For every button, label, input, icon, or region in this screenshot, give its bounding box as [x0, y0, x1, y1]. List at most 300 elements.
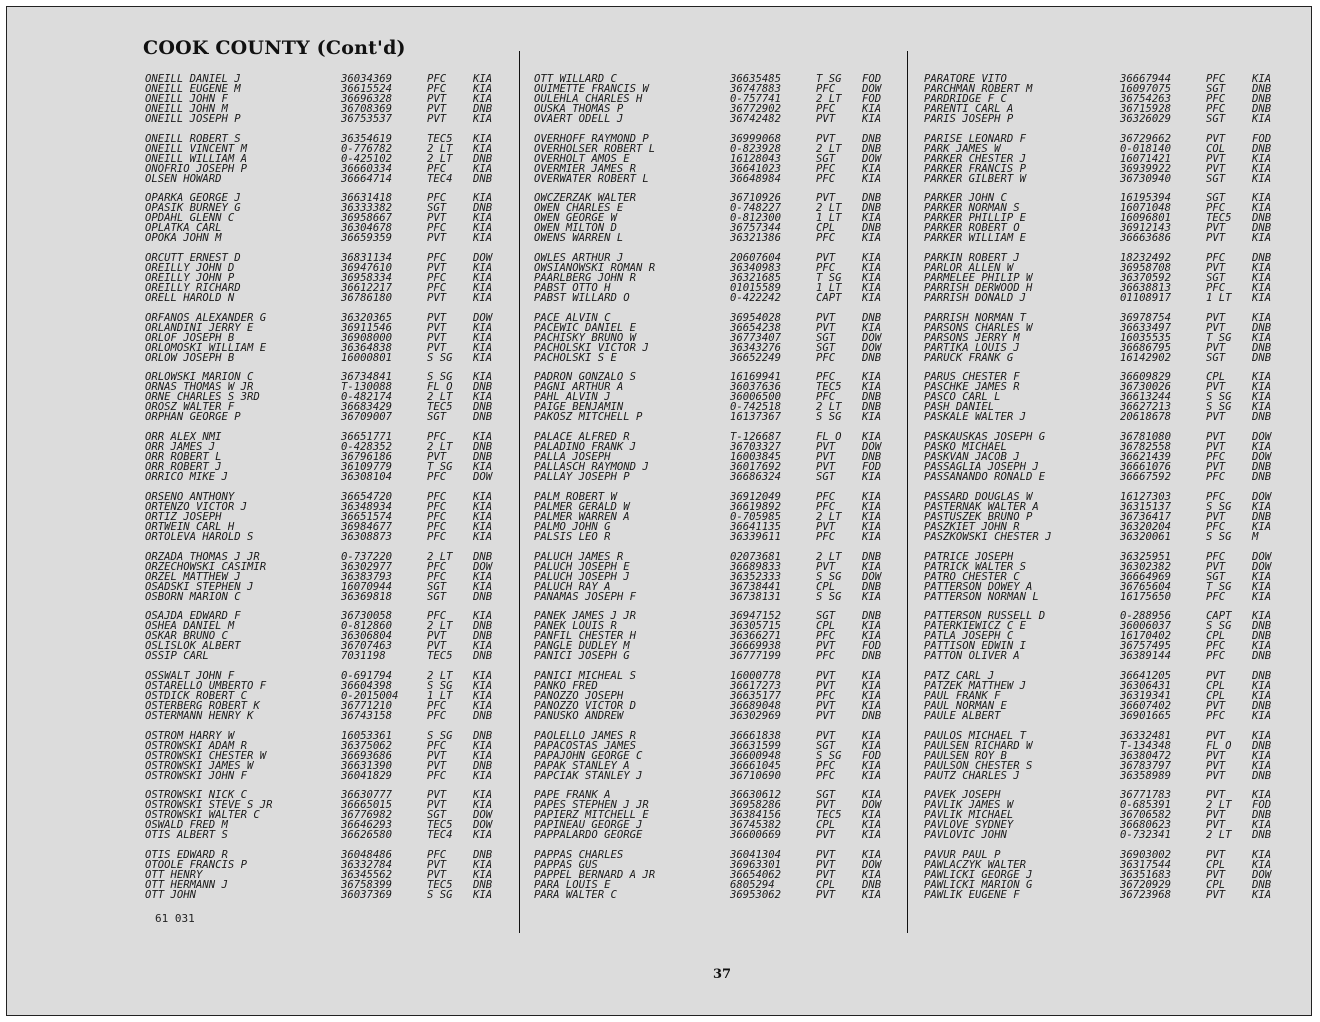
- serial-number: 36612217: [341, 282, 393, 295]
- status: KIA: [1252, 331, 1272, 344]
- rank: FL O: [1206, 739, 1232, 752]
- serial-number: 36037636: [730, 381, 782, 394]
- serial-number: 36958708: [1120, 262, 1172, 275]
- status: KIA: [862, 560, 882, 573]
- status: KIA: [473, 212, 493, 225]
- roster-group: [534, 790, 904, 850]
- rank: SGT: [427, 580, 447, 593]
- serial-number: 36317544: [1120, 858, 1172, 871]
- soldier-name: PAVEK JOSEPH: [924, 789, 1001, 802]
- soldier-name: OTOOLE FRANCIS P: [145, 858, 248, 871]
- status: KIA: [1252, 441, 1272, 454]
- soldier-name: ORR ALEX NMI: [145, 431, 222, 444]
- roster-row: [145, 651, 515, 661]
- serial-number: T-130088: [341, 381, 393, 394]
- roster-row: [534, 412, 904, 422]
- serial-number: 36635177: [730, 689, 782, 702]
- roster-group: [534, 552, 904, 612]
- status: FOD: [862, 461, 882, 474]
- rank: PFC: [1206, 252, 1226, 265]
- rank: PVT: [1206, 411, 1226, 424]
- serial-number: 36747883: [730, 83, 782, 95]
- rank: PVT: [816, 520, 836, 533]
- soldier-name: OUIMETTE FRANCIS W: [534, 83, 649, 95]
- serial-number: 36345562: [341, 868, 393, 881]
- serial-number: 36667592: [1120, 471, 1172, 484]
- rank: PFC: [816, 530, 836, 543]
- serial-number: 36939922: [1120, 162, 1172, 175]
- rank: PVT: [816, 699, 836, 712]
- column-divider-2: [907, 51, 908, 933]
- rank: SGT: [427, 590, 447, 603]
- soldier-name: PACHOLSKI S E: [534, 351, 617, 364]
- serial-number: 36796186: [341, 451, 393, 464]
- roster-group: [534, 731, 904, 791]
- status: DOW: [1252, 451, 1272, 464]
- rank: PVT: [427, 292, 447, 305]
- serial-number: 36315137: [1120, 500, 1172, 513]
- serial-number: 36017692: [730, 461, 782, 474]
- soldier-name: PAVLOVE SYDNEY: [924, 819, 1014, 832]
- rank: PFC: [427, 570, 447, 583]
- soldier-name: PARMELEE PHILIP W: [924, 272, 1033, 285]
- status: KIA: [473, 461, 493, 474]
- status: KIA: [473, 888, 493, 901]
- roster-row: [924, 353, 1294, 363]
- rank: PFC: [1206, 103, 1226, 115]
- soldier-name: PARA WALTER C: [534, 888, 617, 901]
- serial-number: 36364838: [341, 341, 393, 354]
- serial-number: 36308873: [341, 530, 393, 543]
- serial-number: 36730026: [1120, 381, 1172, 394]
- roster-row: [534, 174, 904, 184]
- soldier-name: PANICI JOSEPH G: [534, 650, 630, 663]
- serial-number: 36723968: [1120, 888, 1172, 901]
- soldier-name: OSBORN MARION C: [145, 590, 241, 603]
- rank: PVT: [427, 232, 447, 245]
- status: KIA: [473, 292, 493, 305]
- status: KIA: [1252, 709, 1272, 722]
- soldier-name: OSSWALT JOHN F: [145, 669, 235, 682]
- rank: PFC: [1206, 73, 1226, 85]
- rank: PVT: [427, 113, 447, 125]
- roster-group: [924, 432, 1294, 492]
- page-title: COOK COUNTY (Cont'd): [143, 37, 406, 59]
- roster-row: [145, 293, 515, 303]
- soldier-name: PAPPEL BERNARD A JR: [534, 868, 656, 881]
- soldier-name: ORLANDINI JERRY E: [145, 321, 254, 334]
- soldier-name: OULEHLA CHARLES H: [534, 93, 643, 105]
- status: KIA: [473, 73, 493, 85]
- rank: TEC5: [1206, 212, 1232, 225]
- rank: PFC: [427, 222, 447, 235]
- rank: PFC: [1206, 709, 1226, 722]
- rank: PVT: [1206, 888, 1226, 901]
- serial-number: 36609829: [1120, 371, 1172, 384]
- status: KIA: [1252, 162, 1272, 175]
- serial-number: 36006500: [730, 391, 782, 404]
- soldier-name: PAHL ALVIN J: [534, 391, 611, 404]
- status: KIA: [1252, 689, 1272, 702]
- status: KIA: [473, 83, 493, 95]
- soldier-name: PAARLBERG JOHN R: [534, 272, 637, 285]
- serial-number: 0-705985: [730, 510, 782, 523]
- soldier-name: PATTERSON NORMAN L: [924, 590, 1039, 603]
- soldier-name: PASCO CARL L: [924, 391, 1001, 404]
- status: KIA: [1252, 292, 1272, 305]
- roster-row: [924, 174, 1294, 184]
- status: KIA: [473, 162, 493, 175]
- soldier-name: ONEILL EUGENE M: [145, 83, 241, 95]
- serial-number: 36302977: [341, 560, 393, 573]
- rank: TEC4: [427, 172, 453, 185]
- soldier-name: OTT HENRY: [145, 868, 203, 881]
- status: KIA: [473, 789, 493, 802]
- serial-number: 36641205: [1120, 669, 1172, 682]
- status: KIA: [862, 669, 882, 682]
- status: KIA: [862, 829, 882, 842]
- soldier-name: OREILLY JOHN P: [145, 272, 235, 285]
- serial-number: 02073681: [730, 550, 782, 563]
- serial-number: 36667944: [1120, 73, 1172, 85]
- status: KIA: [473, 331, 493, 344]
- serial-number: 0-691794: [341, 669, 393, 682]
- rank: 1 LT: [816, 212, 842, 225]
- serial-number: 36646293: [341, 819, 393, 832]
- rank: S SG: [427, 371, 453, 384]
- serial-number: 16000801: [341, 351, 393, 364]
- serial-number: 36348934: [341, 500, 393, 513]
- status: DOW: [1252, 550, 1272, 563]
- rank: PFC: [427, 282, 447, 295]
- rank: SGT: [427, 202, 447, 215]
- rank: PVT: [1206, 819, 1226, 832]
- roster-row: [534, 651, 904, 661]
- status: KIA: [862, 590, 882, 603]
- soldier-name: PARKER WILLIAM E: [924, 232, 1027, 245]
- status: KIA: [1252, 113, 1272, 125]
- serial-number: 36743158: [341, 709, 393, 722]
- rank: PVT: [427, 262, 447, 275]
- soldier-name: PARKER ROBERT O: [924, 222, 1020, 235]
- roster-group: [145, 492, 515, 552]
- status: DNB: [1252, 461, 1272, 474]
- serial-number: 36669938: [730, 640, 782, 653]
- status: DNB: [1252, 630, 1272, 643]
- soldier-name: ORLOMOSKI WILLIAM E: [145, 341, 267, 354]
- status: FOD: [862, 640, 882, 653]
- status: KIA: [473, 371, 493, 384]
- soldier-name: PANKO FRED: [534, 679, 598, 692]
- rank: CPL: [1206, 858, 1226, 871]
- status: KIA: [473, 192, 493, 205]
- rank: PVT: [1206, 162, 1226, 175]
- soldier-name: PATZ CARL J: [924, 669, 995, 682]
- roster-row: [924, 592, 1294, 602]
- soldier-name: OSSIP CARL: [145, 650, 209, 663]
- serial-number: 36963301: [730, 858, 782, 871]
- status: KIA: [862, 809, 882, 822]
- serial-number: 16128043: [730, 152, 782, 165]
- soldier-name: PAIGE BENJAMIN: [534, 401, 624, 414]
- status: KIA: [473, 679, 493, 692]
- serial-number: 36831134: [341, 252, 393, 265]
- serial-number: 36777199: [730, 650, 782, 663]
- rank: PVT: [1206, 699, 1226, 712]
- rank: PVT: [1206, 560, 1226, 573]
- serial-number: 16142902: [1120, 351, 1172, 364]
- status: DOW: [473, 819, 493, 832]
- status: DNB: [1252, 878, 1272, 891]
- status: M: [1252, 530, 1259, 543]
- serial-number: 36683429: [341, 401, 393, 414]
- roster-row: [924, 532, 1294, 542]
- soldier-name: OWENS WARREN L: [534, 232, 624, 245]
- serial-number: 36709007: [341, 411, 393, 424]
- status: DNB: [1252, 321, 1272, 334]
- soldier-name: PATLA JOSEPH C: [924, 630, 1014, 643]
- soldier-name: PATTERSON DOWEY A: [924, 580, 1033, 593]
- status: KIA: [862, 848, 882, 861]
- status: DNB: [473, 590, 493, 603]
- soldier-name: PALUCH JOSEPH E: [534, 560, 630, 573]
- status: KIA: [473, 570, 493, 583]
- soldier-name: OREILLY RICHARD: [145, 282, 241, 295]
- status: KIA: [473, 351, 493, 364]
- soldier-name: PASKAUSKAS JOSEPH G: [924, 431, 1046, 444]
- status: DNB: [1252, 93, 1272, 105]
- status: KIA: [473, 500, 493, 513]
- soldier-name: ONEILL JOSEPH P: [145, 113, 241, 125]
- rank: S SG: [427, 679, 453, 692]
- soldier-name: PAULSEN ROY B: [924, 749, 1007, 762]
- status: KIA: [473, 232, 493, 245]
- soldier-name: PAPINEAU GEORGE J: [534, 819, 643, 832]
- roster-group: [924, 253, 1294, 313]
- serial-number: 16175650: [1120, 590, 1172, 603]
- status: DNB: [1252, 471, 1272, 484]
- serial-number: 0-288956: [1120, 610, 1172, 623]
- soldier-name: PALMER WARREN A: [534, 510, 630, 523]
- status: DNB: [473, 451, 493, 464]
- soldier-name: PALM ROBERT W: [534, 490, 617, 503]
- soldier-name: PARA LOUIS E: [534, 878, 611, 891]
- rank: SGT: [1206, 83, 1226, 95]
- soldier-name: ORZEL MATTHEW J: [145, 570, 241, 583]
- rank: PFC: [427, 769, 447, 782]
- status: DNB: [473, 411, 493, 424]
- roster-group: [145, 790, 515, 850]
- serial-number: 36041829: [341, 769, 393, 782]
- status: KIA: [1252, 152, 1272, 165]
- rank: PFC: [427, 500, 447, 513]
- soldier-name: PATZEK MATTHEW J: [924, 679, 1027, 692]
- serial-number: 36742482: [730, 113, 782, 125]
- rank: PFC: [816, 391, 836, 404]
- rank: S SG: [427, 888, 453, 901]
- serial-number: 0-428352: [341, 441, 393, 454]
- soldier-name: PANOZZO VICTOR D: [534, 699, 637, 712]
- soldier-name: ORSENO ANTHONY: [145, 490, 235, 503]
- serial-number: 36600948: [730, 749, 782, 762]
- soldier-name: OSKAR BRUNO C: [145, 630, 228, 643]
- page-number: 37: [713, 967, 732, 982]
- soldier-name: PALLAY JOSEPH P: [534, 471, 630, 484]
- roster-group: [924, 492, 1294, 552]
- status: KIA: [473, 262, 493, 275]
- status: KIA: [473, 272, 493, 285]
- serial-number: 36621439: [1120, 451, 1172, 464]
- rank: PVT: [816, 799, 836, 812]
- soldier-name: PARISE LEONARD F: [924, 132, 1027, 145]
- rank: 2 LT: [427, 391, 453, 404]
- soldier-name: PARLOR ALLEN W: [924, 262, 1014, 275]
- roster-group: [534, 253, 904, 313]
- rank: CPL: [1206, 630, 1226, 643]
- soldier-name: OWSIANOWSKI ROMAN R: [534, 262, 656, 275]
- serial-number: 36715928: [1120, 103, 1172, 115]
- rank: S SG: [816, 590, 842, 603]
- serial-number: 36661076: [1120, 461, 1172, 474]
- status: KIA: [862, 212, 882, 225]
- status: KIA: [862, 520, 882, 533]
- rank: PFC: [427, 709, 447, 722]
- serial-number: 36380472: [1120, 749, 1172, 762]
- rank: PFC: [816, 769, 836, 782]
- soldier-name: PATTON OLIVER A: [924, 650, 1020, 663]
- roster-group: [145, 671, 515, 731]
- status: DNB: [473, 381, 493, 394]
- soldier-name: OWEN GEORGE W: [534, 212, 617, 225]
- serial-number: 36654062: [730, 868, 782, 881]
- status: KIA: [862, 689, 882, 702]
- serial-number: 36615524: [341, 83, 393, 95]
- rank: PFC: [1206, 202, 1226, 215]
- status: KIA: [1252, 759, 1272, 772]
- soldier-name: OROSZ WALTER F: [145, 401, 235, 414]
- rank: PFC: [1206, 282, 1226, 295]
- rank: PVT: [1206, 132, 1226, 145]
- rank: PFC: [816, 162, 836, 175]
- serial-number: T-134348: [1120, 739, 1172, 752]
- rank: SGT: [1206, 113, 1226, 125]
- rank: PFC: [816, 689, 836, 702]
- soldier-name: PAUL FRANK F: [924, 689, 1001, 702]
- status: DNB: [1252, 620, 1272, 633]
- soldier-name: OSLISLOK ALBERT: [145, 640, 241, 653]
- rank: PFC: [1206, 640, 1226, 653]
- rank: PVT: [816, 560, 836, 573]
- soldier-name: OSWALD FRED M: [145, 819, 228, 832]
- status: KIA: [1252, 570, 1272, 583]
- rank: PFC: [1206, 451, 1226, 464]
- rank: PVT: [816, 888, 836, 901]
- soldier-name: PARDRIDGE F C: [924, 93, 1007, 105]
- status: DNB: [473, 630, 493, 643]
- status: DNB: [473, 550, 493, 563]
- serial-number: 20607604: [730, 252, 782, 265]
- serial-number: 36664969: [1120, 570, 1172, 583]
- soldier-name: PARSONS JERRY M: [924, 331, 1020, 344]
- serial-number: 36999068: [730, 132, 782, 145]
- status: DNB: [473, 172, 493, 185]
- rank: PFC: [427, 83, 447, 95]
- serial-number: 36343276: [730, 341, 782, 354]
- roster-group: [145, 731, 515, 791]
- serial-number: 16170402: [1120, 630, 1172, 643]
- rank: S SG: [816, 570, 842, 583]
- serial-number: 36332481: [1120, 729, 1172, 742]
- roster-row: [924, 233, 1294, 243]
- status: KIA: [862, 172, 882, 185]
- status: KIA: [862, 411, 882, 424]
- serial-number: 16071048: [1120, 202, 1172, 215]
- serial-number: 36984677: [341, 520, 393, 533]
- rank: PFC: [427, 490, 447, 503]
- roster-row: [534, 293, 904, 303]
- status: FOD: [1252, 799, 1272, 812]
- soldier-name: ORCUTT ERNEST D: [145, 252, 241, 265]
- status: DNB: [473, 202, 493, 215]
- rank: 2 LT: [427, 152, 453, 165]
- soldier-name: PASSAGLIA JOSEPH J: [924, 461, 1039, 474]
- serial-number: 36352333: [730, 570, 782, 583]
- soldier-name: PARSONS CHARLES W: [924, 321, 1033, 334]
- soldier-name: OPLATKA CARL: [145, 222, 222, 235]
- roster-group: [924, 790, 1294, 850]
- status: FOD: [862, 73, 882, 85]
- status: KIA: [473, 749, 493, 762]
- serial-number: 36730940: [1120, 172, 1172, 185]
- soldier-name: OVERHOLSER ROBERT L: [534, 142, 656, 155]
- soldier-name: OWLES ARTHUR J: [534, 252, 624, 265]
- status: DOW: [1252, 490, 1272, 503]
- status: DNB: [1252, 411, 1272, 424]
- serial-number: 36389144: [1120, 650, 1172, 663]
- rank: PFC: [1206, 93, 1226, 105]
- rank: PVT: [1206, 848, 1226, 861]
- rank: PVT: [816, 858, 836, 871]
- rank: CPL: [1206, 679, 1226, 692]
- status: KIA: [1252, 202, 1272, 215]
- status: DNB: [473, 878, 493, 891]
- status: DNB: [1252, 650, 1272, 663]
- rank: 1 LT: [816, 282, 842, 295]
- rank: COL: [1206, 142, 1226, 155]
- serial-number: 36384156: [730, 809, 782, 822]
- rank: T SG: [1206, 331, 1232, 344]
- roster-group: [534, 432, 904, 492]
- serial-number: 36660334: [341, 162, 393, 175]
- soldier-name: OSTERMANN HENRY K: [145, 709, 254, 722]
- roster-row: [534, 114, 904, 124]
- rank: PVT: [1206, 669, 1226, 682]
- rank: S SG: [1206, 620, 1232, 633]
- rank: PFC: [816, 490, 836, 503]
- roster-group: [145, 253, 515, 313]
- serial-number: 36332784: [341, 858, 393, 871]
- rank: 2 LT: [816, 550, 842, 563]
- soldier-name: ORR ROBERT J: [145, 461, 222, 474]
- status: DNB: [862, 142, 882, 155]
- status: KIA: [862, 162, 882, 175]
- rank: PVT: [1206, 729, 1226, 742]
- status: DOW: [473, 809, 493, 822]
- roster-group: [924, 313, 1294, 373]
- status: DNB: [862, 451, 882, 464]
- rank: PFC: [1206, 590, 1226, 603]
- soldier-name: PARKIN ROBERT J: [924, 252, 1020, 265]
